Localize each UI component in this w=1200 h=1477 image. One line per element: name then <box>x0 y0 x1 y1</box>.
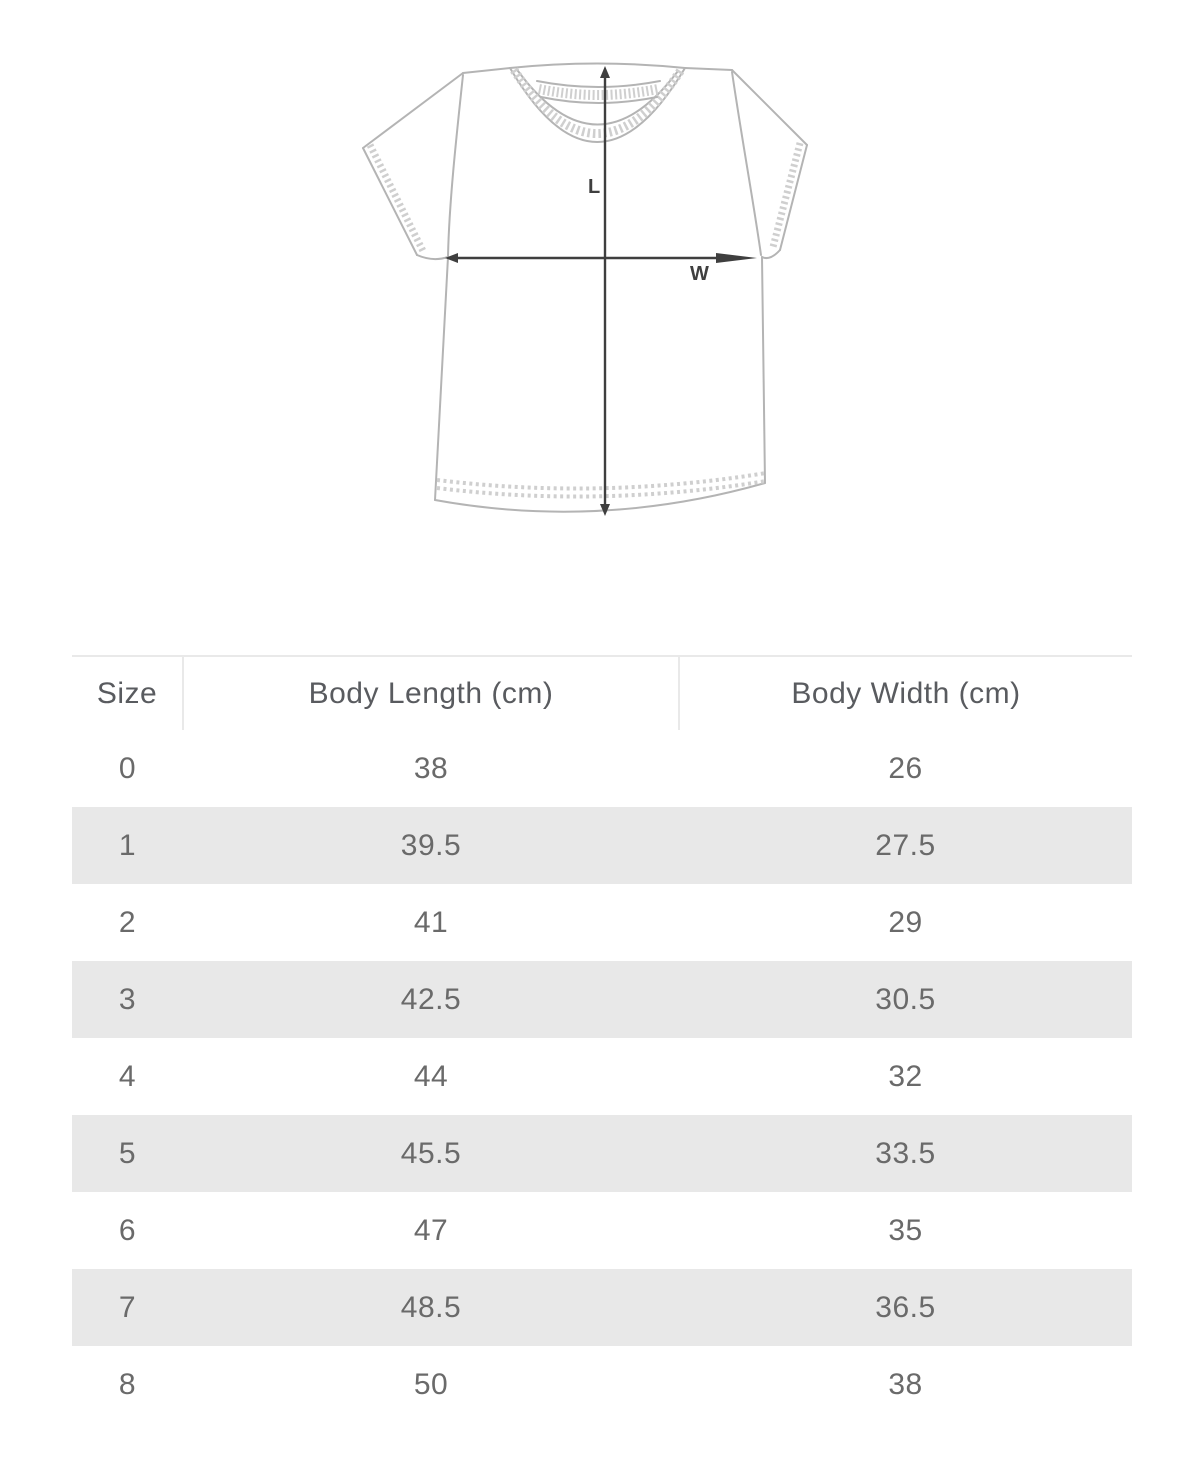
size-chart-header <box>72 656 1132 730</box>
page-root <box>0 50 1200 1477</box>
body-length-cell: 48.5 <box>400 1290 462 1324</box>
table-row <box>72 884 1132 961</box>
width-label: W <box>690 263 709 285</box>
table-row <box>72 1269 1132 1346</box>
body-width-cell: 35 <box>888 1213 923 1247</box>
size-cell: 8 <box>118 1367 137 1401</box>
table-row <box>72 730 1132 807</box>
length-label: L <box>588 176 601 198</box>
body-width-cell: 38 <box>888 1367 923 1401</box>
body-length-cell: 41 <box>413 905 449 939</box>
size-cell: 4 <box>118 1059 137 1093</box>
tshirt-measurement-diagram <box>330 50 850 525</box>
column-header-body-width: Body Width (cm) <box>791 676 1021 710</box>
table-row <box>72 1115 1132 1192</box>
body-width-cell: 36.5 <box>875 1290 936 1324</box>
body-width-cell: 29 <box>888 905 923 939</box>
column-header-body-length: Body Length (cm) <box>183 656 679 730</box>
size-cell: 1 <box>118 828 137 862</box>
size-cell: 7 <box>118 1290 137 1324</box>
header-row <box>72 656 1132 730</box>
body-length-cell: 50 <box>413 1367 449 1401</box>
body-length-cell: 39.5 <box>400 828 462 862</box>
body-length-cell: 42.5 <box>400 982 462 1016</box>
table-row <box>72 1192 1132 1269</box>
body-width-cell: 33.5 <box>875 1136 936 1170</box>
size-chart-table <box>72 655 1132 1423</box>
body-length-cell: 44 <box>413 1059 449 1093</box>
width-arrow <box>445 253 757 285</box>
body-length-cell: 45.5 <box>400 1136 462 1170</box>
body-width-cell: 26 <box>888 751 923 785</box>
table-row <box>72 1038 1132 1115</box>
table-row <box>72 1346 1132 1423</box>
body-width-cell: 32 <box>888 1059 923 1093</box>
column-header-size: Size <box>72 656 183 730</box>
size-table-body <box>72 730 1132 1423</box>
body-width-cell: 30.5 <box>875 982 936 1016</box>
size-guide-figure <box>0 50 1200 525</box>
tshirt-outline <box>363 64 807 512</box>
size-cell: 5 <box>118 1136 137 1170</box>
size-cell: 2 <box>118 905 137 939</box>
size-cell: 0 <box>118 751 137 785</box>
body-length-cell: 47 <box>413 1213 449 1247</box>
body-length-cell: 38 <box>413 751 449 785</box>
size-cell: 3 <box>118 982 137 1016</box>
size-cell: 6 <box>118 1213 137 1247</box>
body-width-cell: 27.5 <box>875 828 936 862</box>
table-row <box>72 807 1132 884</box>
table-row <box>72 961 1132 1038</box>
